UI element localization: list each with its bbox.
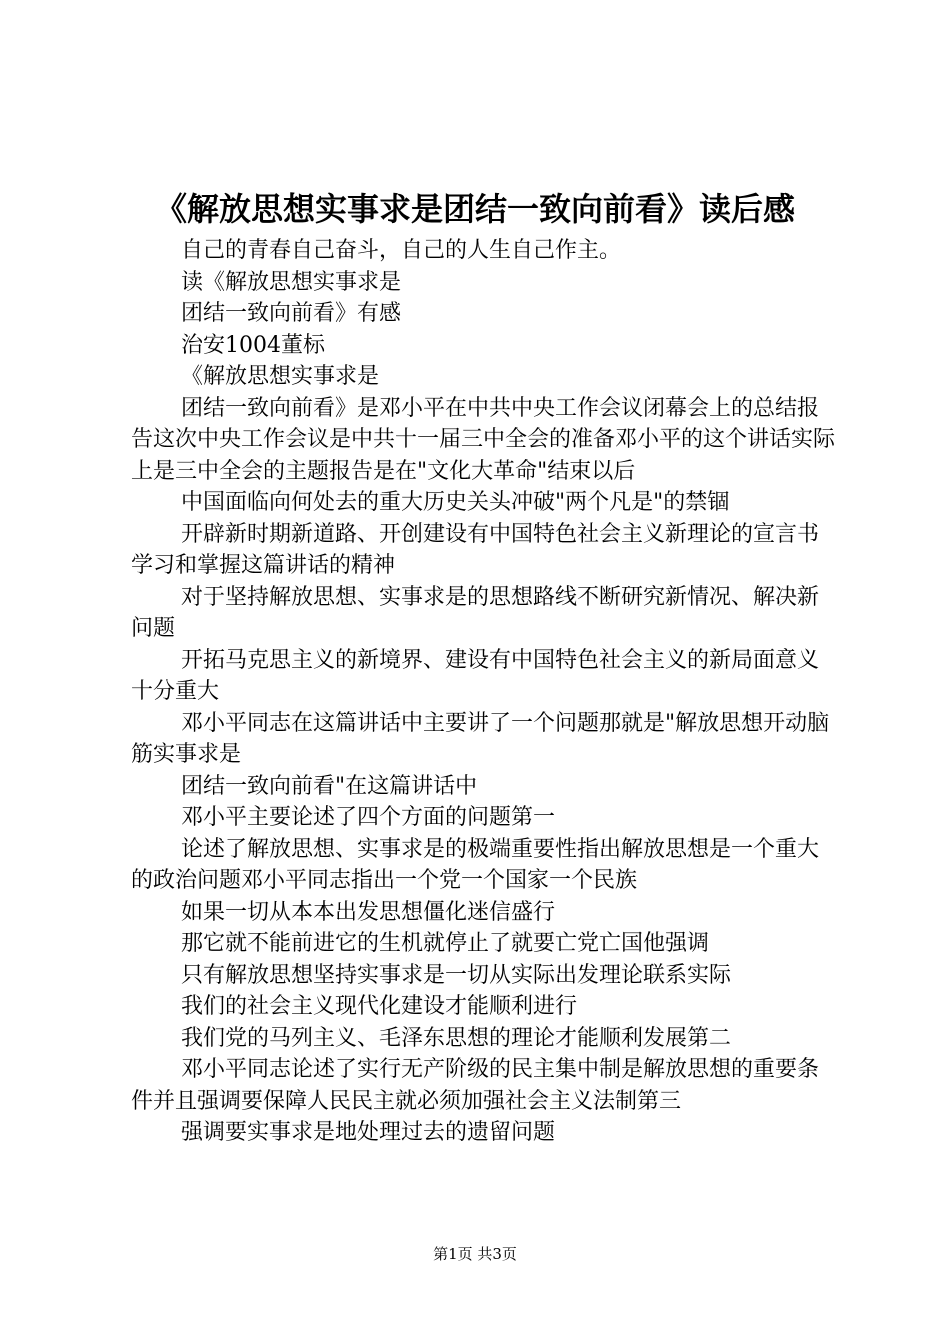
page-number: 第1页 共3页: [433, 1245, 517, 1263]
paragraph: 开拓马克思主义的新境界、建设有中国特色社会主义的新局面意义十分重大: [131, 647, 820, 704]
paragraph: 自己的青春自己奋斗，自己的人生自己作主。: [181, 238, 622, 263]
paragraph: 读《解放思想实事求是: [181, 269, 402, 295]
paragraph: 中国面临向何处去的重大历史关头冲破"两个凡是"的禁锢: [181, 490, 730, 515]
paragraph: 论述了解放思想、实事求是的极端重要性指出解放思想是一个重大的政治问题邓小平同志指出一个党一个国家一个民族: [131, 836, 820, 893]
paragraph: 团结一致向前看"在这篇讲话中: [181, 773, 478, 799]
paragraph: 对于坚持解放思想、实事求是的思想路线不断研究新情况、解决新问题: [131, 584, 820, 641]
paragraph: 团结一致向前看》有感: [181, 301, 402, 326]
paragraph: 只有解放思想坚持实事求是一切从实际出发理论联系实际: [181, 962, 732, 988]
document-body: [131, 235, 836, 1149]
document-title: 《解放思想实事求是团结一致向前看》读后感: [154, 190, 795, 228]
paragraph: 治安1004董标: [181, 332, 325, 358]
paragraph: 如果一切从本本出发思想僵化迷信盛行: [181, 899, 556, 925]
paragraph: 邓小平主要论述了四个方面的问题第一: [181, 805, 556, 830]
paragraph: 开辟新时期新道路、开创建设有中国特色社会主义新理论的宣言书学习和掌握这篇讲话的精神: [131, 521, 820, 578]
paragraph: 团结一致向前看》是邓小平在中共中央工作会议闭幕会上的总结报告这次中央工作会议是中共十一届三中全会的准备邓小平的这个讲话实际上是三中全会的主题报告是在"文化大革命"结束以后: [131, 395, 836, 484]
paragraph: 那它就不能前进它的生机就停止了就要亡党亡国他强调: [181, 931, 710, 956]
paragraph: 我们党的马列主义、毛泽东思想的理论才能顺利发展第二: [181, 1025, 732, 1051]
paragraph: 邓小平同志在这篇讲话中主要讲了一个问题那就是"解放思想开动脑筋实事求是: [131, 710, 830, 767]
paragraph: 我们的社会主义现代化建设才能顺利进行: [181, 994, 578, 1019]
paragraph: 强调要实事求是地处理过去的遗留问题: [181, 1120, 556, 1145]
paragraph: 邓小平同志论述了实行无产阶级的民主集中制是解放思想的重要条件并且强调要保障人民民主就必须加强社会主义法制第三: [131, 1057, 820, 1114]
paragraph: 《解放思想实事求是: [181, 364, 380, 389]
